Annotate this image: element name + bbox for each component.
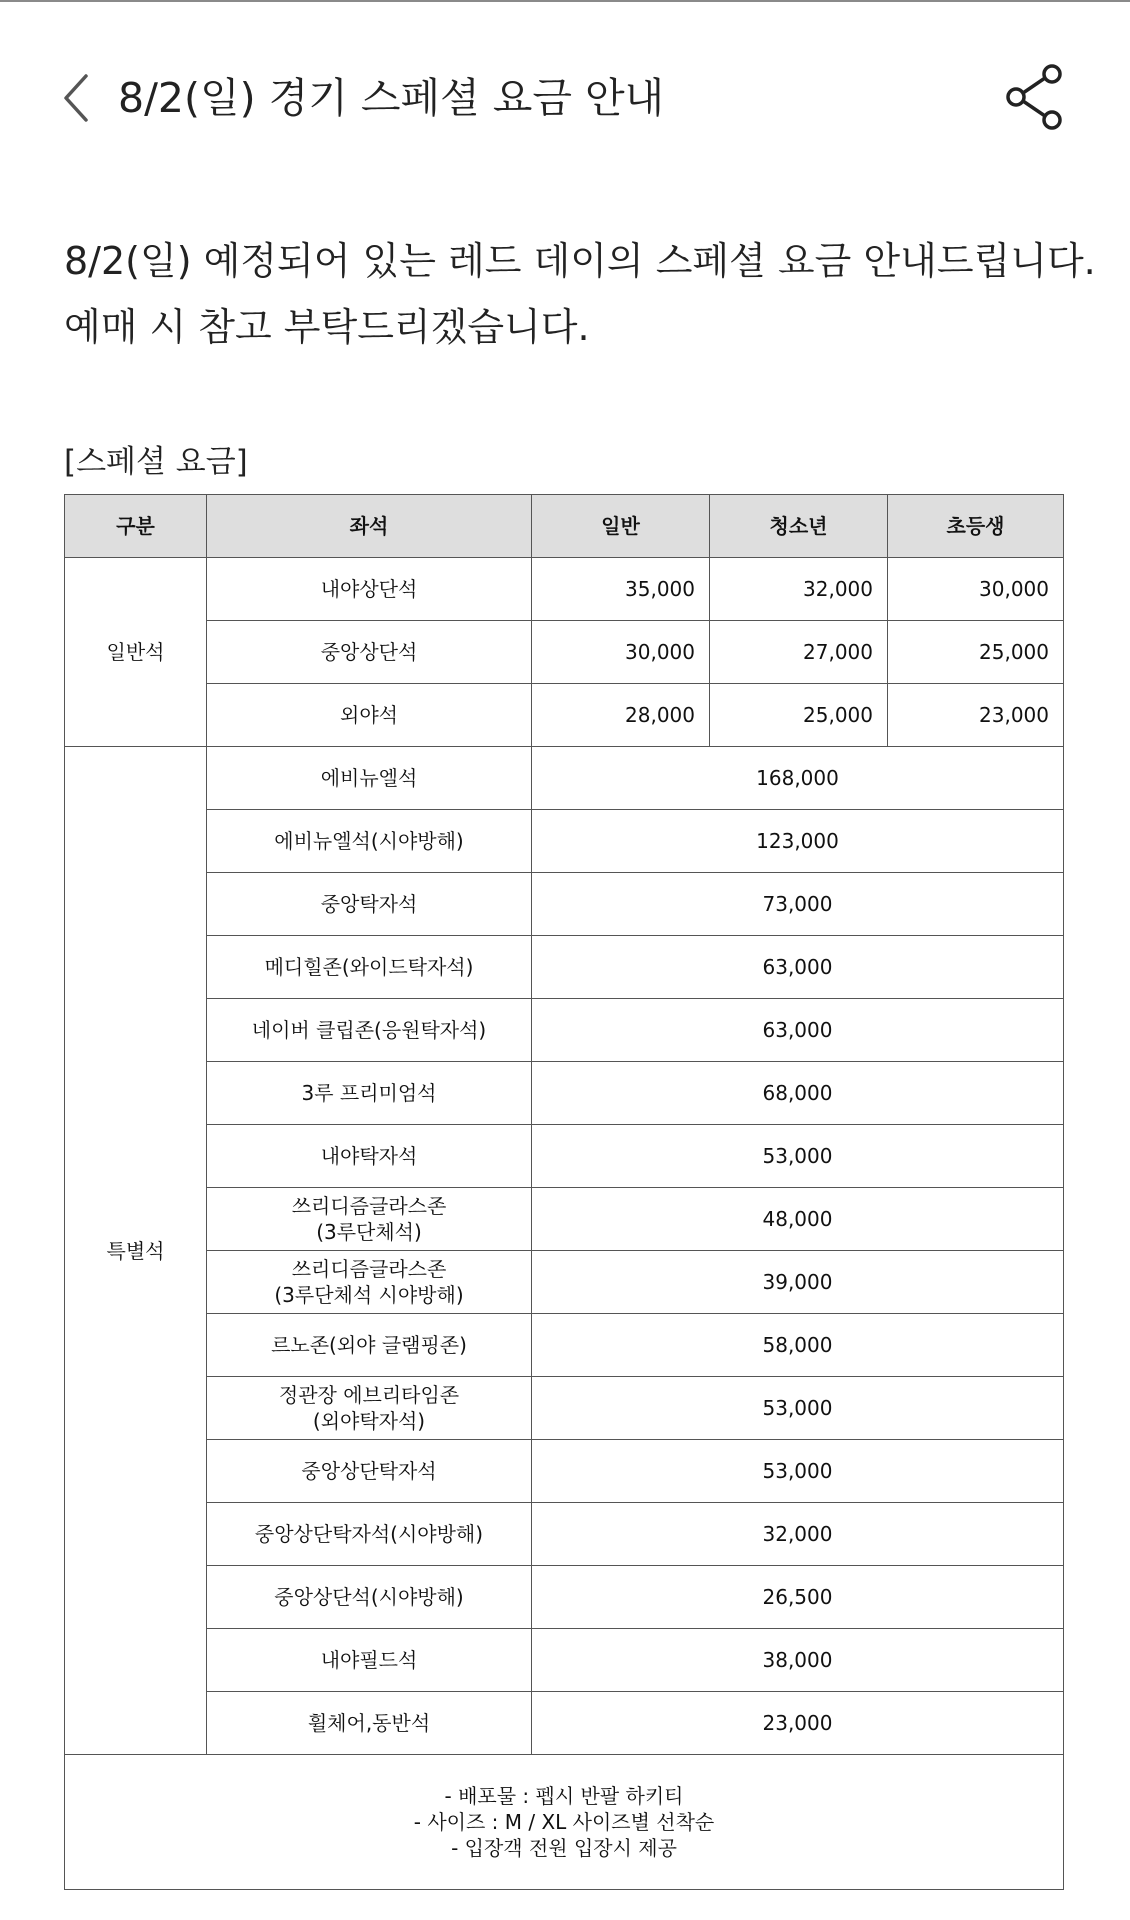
- seat-name-line: (3루단체석): [316, 1220, 422, 1244]
- price-cell: 32,000: [532, 1503, 1064, 1566]
- seat-cell: 휠체어,동반석: [207, 1692, 532, 1755]
- table-row: [65, 558, 1064, 621]
- seat-cell: 네이버 클립존(응원탁자석): [207, 999, 532, 1062]
- seat-name-line: (외야탁자석): [312, 1409, 426, 1433]
- seat-cell: 중앙상단탁자석: [207, 1440, 532, 1503]
- table-row: [65, 747, 1064, 810]
- seat-cell: [207, 1377, 532, 1440]
- seat-cell: [207, 1251, 532, 1314]
- seat-cell: 외야석: [207, 684, 532, 747]
- table-row: [65, 684, 1064, 747]
- seat-cell: 내야탁자석: [207, 1125, 532, 1188]
- intro-line-2: 예매 시 참고 부탁드리겠습니다.: [64, 305, 590, 349]
- price-cell: 168,000: [532, 747, 1064, 810]
- table-row: [65, 621, 1064, 684]
- category-cell: 일반석: [65, 558, 207, 747]
- price-cell: 30,000: [532, 621, 710, 684]
- seat-name-line: (3루단체석 시야방해): [274, 1283, 464, 1307]
- seat-cell: [207, 1188, 532, 1251]
- header-seat: 좌석: [207, 495, 532, 558]
- seat-cell: 메디힐존(와이드탁자석): [207, 936, 532, 999]
- price-cell: 39,000: [532, 1251, 1064, 1314]
- price-cell: 48,000: [532, 1188, 1064, 1251]
- share-button[interactable]: [1000, 60, 1070, 134]
- notes-row: [65, 1755, 1064, 1890]
- header-child: 초등생: [888, 495, 1064, 558]
- price-cell: 53,000: [532, 1440, 1064, 1503]
- seat-name-line: 쓰리디즘글라스존: [291, 1257, 447, 1281]
- header-adult: 일반: [532, 495, 710, 558]
- seat-cell: 3루 프리미엄석: [207, 1062, 532, 1125]
- price-cell: 63,000: [532, 999, 1064, 1062]
- seat-cell: 중앙상단탁자석(시야방해): [207, 1503, 532, 1566]
- page-header: [0, 50, 1130, 140]
- seat-cell: 중앙상단석(시야방해): [207, 1566, 532, 1629]
- category-cell: 특별석: [65, 747, 207, 1755]
- table-header-row: [65, 495, 1064, 558]
- intro-text: [64, 228, 1094, 360]
- page-title: 8/2(일) 경기 스페셜 요금 안내: [118, 74, 665, 122]
- table-row: [65, 1566, 1064, 1629]
- price-cell: 28,000: [532, 684, 710, 747]
- table-row: [65, 999, 1064, 1062]
- table-row: [65, 1377, 1064, 1440]
- top-divider: [0, 0, 1130, 2]
- notes-cell: [65, 1755, 1064, 1890]
- price-cell: 27,000: [710, 621, 888, 684]
- table-row: [65, 810, 1064, 873]
- table-row: [65, 1692, 1064, 1755]
- table-row: [65, 1125, 1064, 1188]
- seat-cell: 내야필드석: [207, 1629, 532, 1692]
- seat-cell: 중앙탁자석: [207, 873, 532, 936]
- table-row: [65, 1314, 1064, 1377]
- price-cell: 35,000: [532, 558, 710, 621]
- price-cell: 58,000: [532, 1314, 1064, 1377]
- price-cell: 38,000: [532, 1629, 1064, 1692]
- seat-name-line: 쓰리디즘글라스존: [291, 1194, 447, 1218]
- price-cell: 25,000: [710, 684, 888, 747]
- section-label: [스페셜 요금]: [64, 444, 248, 480]
- seat-cell: 중앙상단석: [207, 621, 532, 684]
- price-cell: 53,000: [532, 1377, 1064, 1440]
- intro-line-1: 8/2(일) 예정되어 있는 레드 데이의 스페셜 요금 안내드립니다.: [64, 239, 1096, 283]
- header-category: 구분: [65, 495, 207, 558]
- table-row: [65, 1251, 1064, 1314]
- table-row: [65, 1188, 1064, 1251]
- seat-cell: 내야상단석: [207, 558, 532, 621]
- price-cell: 26,500: [532, 1566, 1064, 1629]
- price-cell: 23,000: [888, 684, 1064, 747]
- price-cell: 25,000: [888, 621, 1064, 684]
- seat-name-line: 정관장 에브리타임존: [278, 1383, 460, 1407]
- table-row: [65, 1629, 1064, 1692]
- price-cell: 68,000: [532, 1062, 1064, 1125]
- price-cell: 73,000: [532, 873, 1064, 936]
- share-icon: [1000, 60, 1070, 134]
- table-row: [65, 1503, 1064, 1566]
- price-cell: 23,000: [532, 1692, 1064, 1755]
- table-row: [65, 1062, 1064, 1125]
- header-youth: 청소년: [710, 495, 888, 558]
- table-row: [65, 873, 1064, 936]
- price-cell: 53,000: [532, 1125, 1064, 1188]
- note-line: - 사이즈 : M / XL 사이즈별 선착순: [413, 1810, 715, 1834]
- seat-cell: 에비뉴엘석: [207, 747, 532, 810]
- chevron-left-icon: [56, 68, 96, 128]
- price-cell: 63,000: [532, 936, 1064, 999]
- note-line: - 입장객 전원 입장시 제공: [451, 1836, 677, 1860]
- seat-cell: 에비뉴엘석(시야방해): [207, 810, 532, 873]
- seat-cell: 르노존(외야 글램핑존): [207, 1314, 532, 1377]
- table-row: [65, 936, 1064, 999]
- price-cell: 30,000: [888, 558, 1064, 621]
- table-row: [65, 1440, 1064, 1503]
- price-table: [64, 494, 1064, 1890]
- price-cell: 123,000: [532, 810, 1064, 873]
- back-button[interactable]: [56, 68, 106, 128]
- note-line: - 배포물 : 펩시 반팔 하키티: [444, 1784, 684, 1808]
- price-cell: 32,000: [710, 558, 888, 621]
